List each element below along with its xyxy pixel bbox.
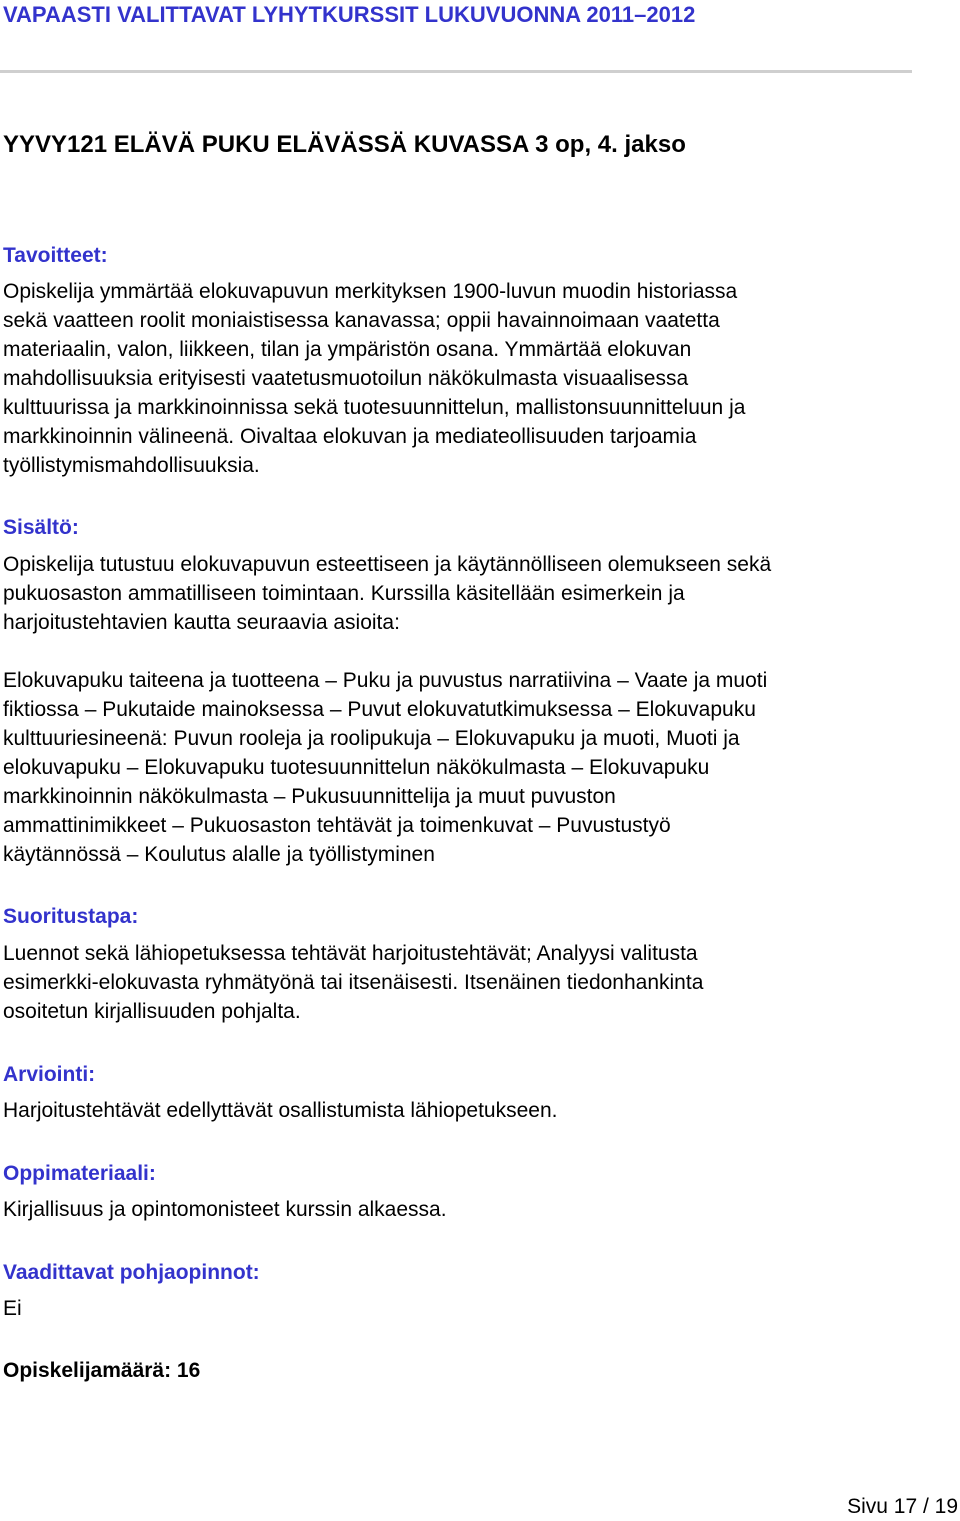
section-heading-tavoitteet: Tavoitteet: bbox=[3, 244, 108, 267]
page-header-title: VAPAASTI VALITTAVAT LYHYTKURSSIT LUKUVUONNA 2011–2012 bbox=[3, 2, 696, 27]
section-heading-arviointi: Arviointi: bbox=[3, 1063, 96, 1086]
text-line: markkinoinnin välineenä. Oivaltaa elokuvan ja mediateollisuuden tarjoamia bbox=[3, 425, 697, 448]
text-line: Kirjallisuus ja opintomonisteet kurssin alkaessa. bbox=[3, 1198, 447, 1221]
text-line: osoitetun kirjallisuuden pohjalta. bbox=[3, 1000, 301, 1023]
text-line: Elokuvapuku taiteena ja tuotteena – Puku ja puvustus narratiivina – Vaate ja muoti bbox=[3, 669, 768, 692]
text-line: sekä vaatteen roolit moniaistisessa kanavassa; oppii havainnoimaan vaatetta bbox=[3, 309, 720, 332]
text-line: Opiskelija ymmärtää elokuvapuvun merkityksen 1900-luvun muodin historiassa bbox=[3, 280, 738, 303]
text-line: Opiskelija tutustuu elokuvapuvun esteettiseen ja käytännölliseen olemukseen sekä bbox=[3, 553, 772, 576]
text-line: kulttuurissa ja markkinoinnissa sekä tuotesuunnittelun, mallistonsuunnitteluun ja bbox=[3, 396, 746, 419]
text-line: elokuvapuku – Elokuvapuku tuotesuunnittelun näkökulmasta – Elokuvapuku bbox=[3, 756, 710, 779]
text-line: Luennot sekä lähiopetuksessa tehtävät harjoitustehtävät; Analyysi valitusta bbox=[3, 942, 698, 965]
text-line: materiaalin, valon, liikkeen, tilan ja ympäristön osana. Ymmärtää elokuvan bbox=[3, 338, 692, 361]
section-heading-sisalto: Sisältö: bbox=[3, 516, 79, 539]
header-divider bbox=[0, 70, 912, 73]
section-body-arviointi bbox=[3, 1096, 933, 1125]
text-line: pukuosaston ammatilliseen toimintaan. Kurssilla käsitellään esimerkein ja bbox=[3, 582, 685, 605]
participant-count: Opiskelijamäärä: 16 bbox=[3, 1359, 201, 1382]
text-line: mahdollisuuksia erityisesti vaatetusmuotoilun näkökulmasta visuaalisessa bbox=[3, 367, 689, 390]
section-heading-oppimateriaali: Oppimateriaali: bbox=[3, 1162, 156, 1185]
text-line: kulttuuriesineenä: Puvun rooleja ja roolipukuja – Elokuvapuku ja muoti, Muoti ja bbox=[3, 727, 740, 750]
section-body-tavoitteet bbox=[3, 277, 933, 480]
text-line: työllistymismahdollisuuksia. bbox=[3, 454, 260, 477]
text-line: markkinoinnin näkökulmasta – Pukusuunnittelija ja muut puvuston bbox=[3, 785, 616, 808]
text-line: esimerkki-elokuvasta ryhmätyönä tai itsenäisesti. Itsenäinen tiedonhankinta bbox=[3, 971, 704, 994]
course-title: YYVY121 ELÄVÄ PUKU ELÄVÄSSÄ KUVASSA 3 op, 4. jakso bbox=[3, 131, 686, 158]
section-body-suoritustapa bbox=[3, 939, 933, 1026]
text-line: fiktiossa – Pukutaide mainoksessa – Puvut elokuvatutkimuksessa – Elokuvapuku bbox=[3, 698, 756, 721]
text-line: käytännössä – Koulutus alalle ja työllistyminen bbox=[3, 843, 435, 866]
text-line: harjoitustehtavien kautta seuraavia asioita: bbox=[3, 611, 400, 634]
text-line: Ei bbox=[3, 1297, 22, 1320]
section-body-pohjaopinnot bbox=[3, 1294, 933, 1323]
section-body-sisalto-topics bbox=[3, 666, 933, 869]
page-number: Sivu 17 / 19 bbox=[847, 1495, 958, 1518]
section-body-sisalto-intro bbox=[3, 550, 933, 637]
section-heading-pohjaopinnot: Vaadittavat pohjaopinnot: bbox=[3, 1261, 260, 1284]
section-body-oppimateriaali bbox=[3, 1195, 933, 1224]
section-heading-suoritustapa: Suoritustapa: bbox=[3, 905, 139, 928]
text-line: Harjoitustehtävät edellyttävät osallistumista lähiopetukseen. bbox=[3, 1099, 558, 1122]
text-line: ammattinimikkeet – Pukuosaston tehtävät ja toimenkuvat – Puvustustyö bbox=[3, 814, 671, 837]
